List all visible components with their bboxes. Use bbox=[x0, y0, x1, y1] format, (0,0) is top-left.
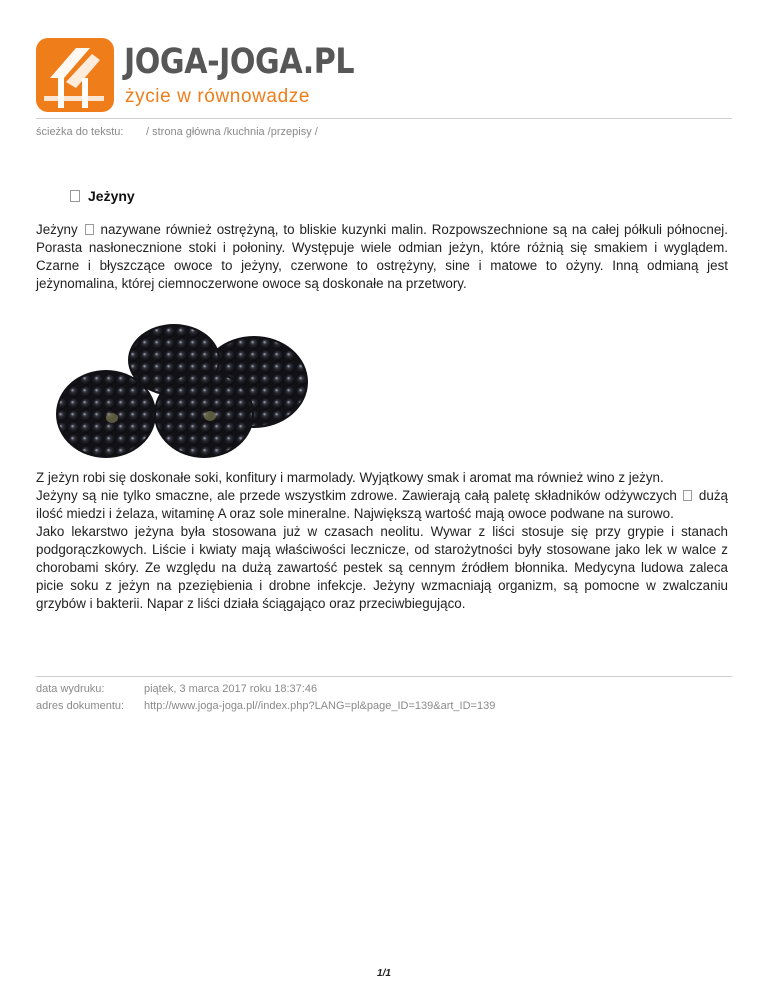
address-link[interactable]: http://www.joga-joga.pl//index.php?LANG=pl&page_ID=139&art_ID=139 bbox=[144, 700, 496, 712]
missing-glyph-icon bbox=[85, 224, 94, 235]
site-tagline: życie w równowadze bbox=[125, 86, 311, 107]
print-date-value: piątek, 3 marca 2017 roku 18:37:46 bbox=[144, 683, 318, 695]
page-number: 1/1 bbox=[377, 968, 391, 979]
body-paragraph-2 bbox=[36, 487, 728, 523]
site-logo[interactable] bbox=[36, 38, 356, 114]
site-title: JOGA-JOGA.PL bbox=[124, 42, 355, 82]
body-paragraph-2-rest: dużą ilość miedzi i żelaza, witaminę A oraz sole mineralne. Największą wartość mają owoce podwane na surowo. bbox=[36, 488, 728, 521]
title-bullet-icon bbox=[70, 190, 80, 202]
article-body bbox=[36, 469, 728, 613]
breadcrumb bbox=[36, 126, 736, 140]
breadcrumb-label: ścieżka do tekstu: bbox=[36, 126, 124, 138]
header-divider bbox=[36, 118, 732, 119]
print-date-row bbox=[36, 683, 736, 697]
article-intro bbox=[36, 221, 728, 293]
intro-text: nazywane również ostrężyną, to bliskie kuzynki malin. Rozpowszechnione są na całej półkuli północnej. Porasta nasłonecznione stoki i połoniny. Występuje wiele odmian jeżyn, które różnią się smakiem i wyglądem. Czarne i błyszczące owoce to jeżyny, czerwone to ostrężyny, sine i matowe to ożyny. Inną odmianą jest jeżynomalina, której ciemnoczerwone owoce są doskonałe na przetwory. bbox=[36, 222, 728, 291]
address-label: adres dokumentu: bbox=[36, 700, 125, 712]
intro-start: Jeżyny bbox=[36, 222, 78, 237]
body-paragraph-2-start: Jeżyny są nie tylko smaczne, ale przede wszystkim zdrowe. Zawierają całą paletę składników odżywczych bbox=[36, 488, 677, 503]
missing-glyph-icon bbox=[683, 490, 692, 501]
article-title: Jeżyny bbox=[88, 188, 135, 204]
address-row bbox=[36, 700, 736, 714]
body-paragraph-3: Jako lekarstwo jeżyna była stosowana już w czasach neolitu. Wywar z liści stosuje się przy grypie i stanach podgorączkowych. Liście i kwiaty mają właściwości lecznicze, od starożytności były stosowane jako lek w walce z chorobami skóry. Ze względu na dużą zawartość pestek są cennym źródłem błonnika. Medycyna ludowa zaleca picie soku z jeżyn na pzeziębienia i drobne infekcje. Jeżyny wzmacniają organizm, są pomocne w zwalczaniu grzybów i bakterii. Napar z liści działa ściągająco oraz przeciwbiegująco. bbox=[36, 524, 728, 611]
blackberries-image bbox=[44, 302, 314, 462]
body-paragraph-1: Z jeżyn robi się doskonałe soki, konfitury i marmolady. Wyjątkowy smak i aromat ma również wino z jeżyn. bbox=[36, 470, 664, 485]
logo-mark-icon bbox=[36, 38, 114, 112]
breadcrumb-path[interactable]: / strona główna /kuchnia /przepisy / bbox=[146, 126, 318, 138]
print-date-label: data wydruku: bbox=[36, 683, 105, 695]
footer-divider bbox=[36, 676, 732, 677]
